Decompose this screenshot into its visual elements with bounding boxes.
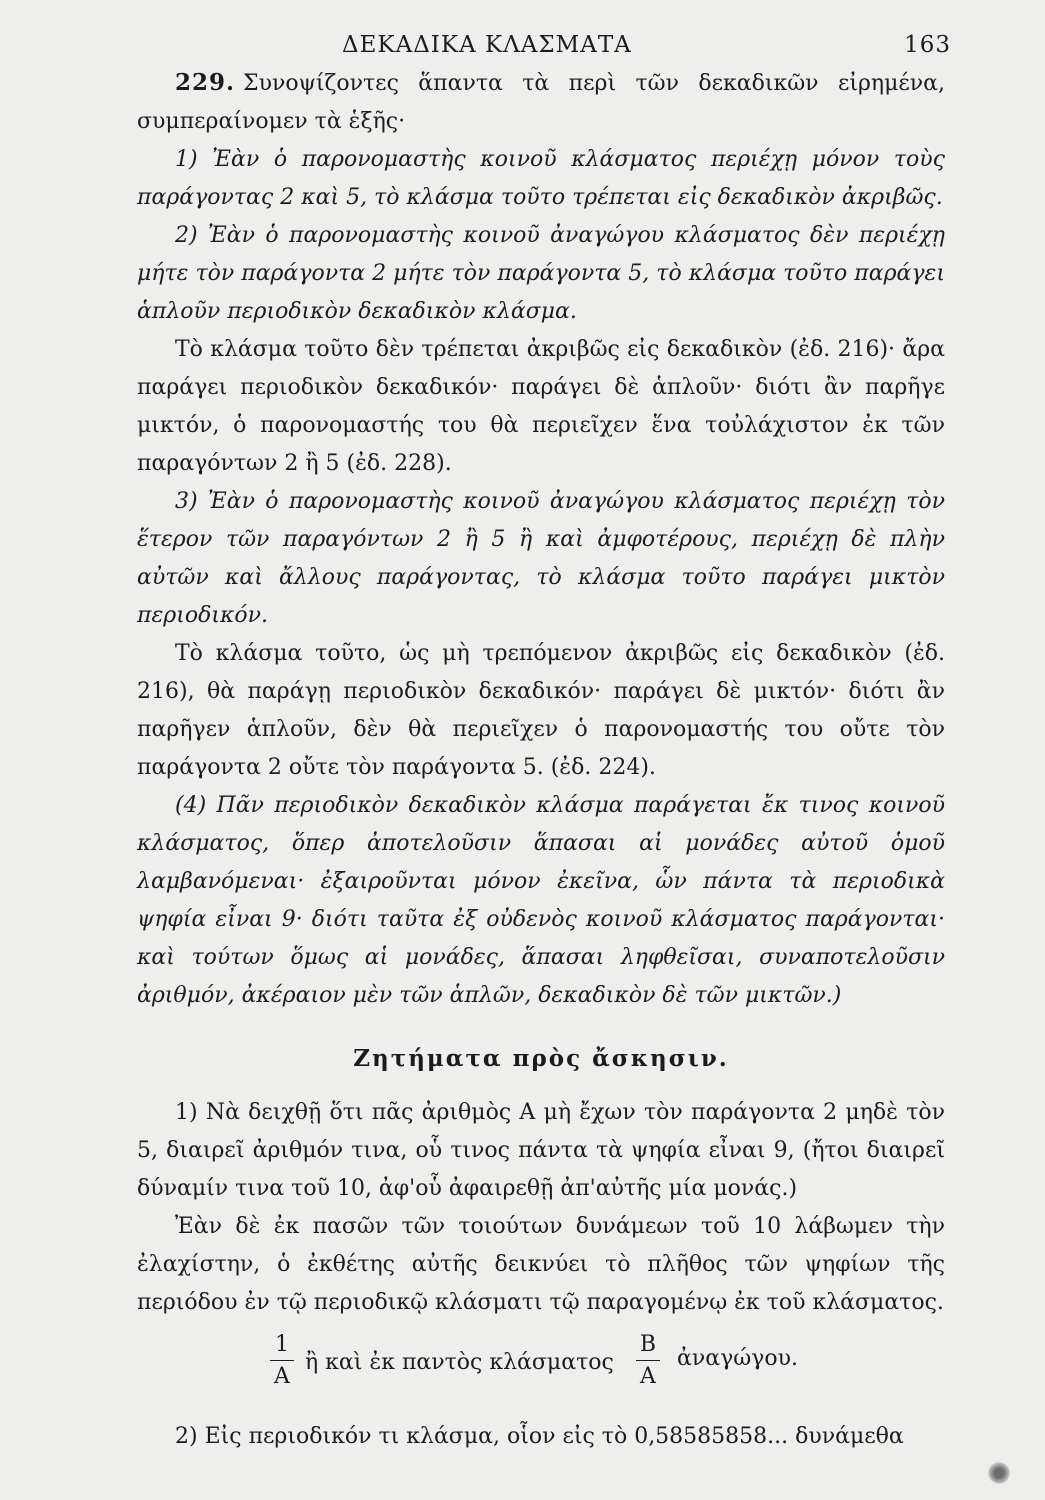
exercises-heading: Ζητήματα πρὸς ἄσκησιν. bbox=[353, 1045, 729, 1072]
fraction-denominator: A bbox=[640, 1364, 656, 1389]
formula-middle-text: ἢ καὶ ἐκ παντὸς κλάσματος bbox=[305, 1350, 614, 1375]
formula-tail-text: ἀναγώγου. bbox=[677, 1346, 798, 1371]
page-header bbox=[137, 30, 951, 64]
rule-3: 3) Ἐὰν ὁ παρονομαστὴς κοινοῦ ἀναγώγου κλάσματος περιέχῃ τὸν ἕτερον τῶν παραγόντων 2 ἢ 5 ἢ καὶ ἀμφοτέρους, περιέχῃ δὲ πλὴν αὐτῶν καὶ ἄλλους παράγοντας, τὸ κλάσμα τοῦτο παράγει μικτὸν περιοδικόν. bbox=[137, 489, 945, 628]
exercise-1: 1) Νὰ δειχθῇ ὅτι πᾶς ἀριθμὸς Α μὴ ἔχων τὸν παράγοντα 2 μηδὲ τὸν 5, διαιρεῖ ἀριθμόν τινα, οὗ τινος πάντα τὰ ψηφία εἶναι 9, (ἤτοι διαιρεῖ δύναμίν τινα τοῦ 10, ἀφ'οὗ ἀφαιρεθῇ ἀπ'αὐτῆς μία μονάς.) bbox=[137, 1100, 945, 1201]
fraction-numerator: B bbox=[639, 1332, 657, 1357]
fraction-denominator: A bbox=[274, 1364, 290, 1389]
rule-2-explanation: Τὸ κλάσμα τοῦτο δὲν τρέπεται ἀκριβῶς εἰς δεκαδικὸν (ἐδ. 216)· ἄρα παράγει περιοδικὸν δεκαδικόν· παράγει δὲ ἁπλοῦν· διότι ἂν παρῆγε μικτόν, ὁ παρονομαστής του θὰ περιεῖχεν ἕνα τοὐλάχιστον ἐκ τῶν παραγόντων 2 ἢ 5 (ἐδ. 228). bbox=[137, 337, 945, 476]
fraction-1-over-a bbox=[269, 1330, 295, 1391]
rule-3-explanation: Τὸ κλάσμα τοῦτο, ὡς μὴ τρεπόμενον ἀκριβῶς εἰς δεκαδικὸν (ἐδ. 216), θὰ παράγῃ περιοδικὸν δεκαδικόν· παράγει δὲ μικτόν· διότι ἂν παρῆγεν ἁπλοῦν, δὲν θὰ περιεῖχεν ὁ παρονομαστής του οὔτε τὸν παράγοντα 2 οὔτε τὸν παράγοντα 5. (ἐδ. 224). bbox=[137, 641, 945, 780]
exercise-2: 2) Εἰς περιοδικόν τι κλάσμα, οἷον εἰς τὸ 0,58585858... δυνάμεθα bbox=[175, 1424, 904, 1449]
rule-1: 1) Ἐὰν ὁ παρονομαστὴς κοινοῦ κλάσματος περιέχῃ μόνον τοὺς παράγοντας 2 καὶ 5, τὸ κλάσμα τοῦτο τρέπεται εἰς δεκαδικὸν ἀκριβῶς. bbox=[137, 147, 945, 210]
page-number: 163 bbox=[904, 32, 951, 58]
rule-2: 2) Ἐὰν ὁ παρονομαστὴς κοινοῦ ἀναγώγου κλάσματος δὲν περιέχῃ μήτε τὸν παράγοντα 2 μήτε τὸν παράγοντα 5, τὸ κλάσμα τοῦτο παράγει ἁπλοῦν περιοδικὸν δεκαδικὸν κλάσμα. bbox=[137, 223, 945, 324]
fraction-b-over-a bbox=[635, 1330, 661, 1391]
fraction-numerator: 1 bbox=[275, 1332, 289, 1357]
ink-blot-mark bbox=[988, 1462, 1010, 1484]
section-intro-text: Συνοψίζοντες ἅπαντα τὰ περὶ τῶν δεκαδικῶν εἰρημένα, συμπεραίνομεν τὰ ἑξῆς· bbox=[137, 71, 945, 134]
running-title: ΔΕΚΑΔΙΚΑ ΚΛΑΣΜΑΤΑ bbox=[342, 32, 632, 58]
rule-4: (4) Πᾶν περιοδικὸν δεκαδικὸν κλάσμα παράγεται ἔκ τινος κοινοῦ κλάσματος, ὅπερ ἀποτελοῦσιν ἅπασαι αἱ μονάδες αὐτοῦ ὁμοῦ λαμβανόμεναι· ἐξαιροῦνται μόνον ἐκεῖνα, ὧν πάντα τὰ περιοδικὰ ψηφία εἶναι 9· διότι ταῦτα ἐξ οὐδενὸς κοινοῦ κλάσματος παράγονται· καὶ τούτων ὅμως αἱ μονάδες, ἅπασαι ληφθεῖσαι, συναποτελοῦσιν ἀριθμόν, ἀκέραιον μὲν τῶν ἁπλῶν, δεκαδικὸν δὲ τῶν μικτῶν.) bbox=[137, 793, 945, 1008]
section-229-intro bbox=[137, 64, 945, 141]
section-number: 229. bbox=[175, 69, 236, 96]
exercise-1-continuation: Ἐὰν δὲ ἐκ πασῶν τῶν τοιούτων δυνάμεων τοῦ 10 λάβωμεν τὴν ἐλαχίστην, ὁ ἐκθέτης αὐτῆς δεικνύει τὸ πλῆθος τῶν ψηφίων τῆς περιόδου ἐν τῷ περιοδικῷ κλάσματι τῷ παραγομένῳ ἐκ τοῦ κλάσματος. bbox=[137, 1214, 945, 1315]
fraction-formula bbox=[137, 1330, 945, 1402]
